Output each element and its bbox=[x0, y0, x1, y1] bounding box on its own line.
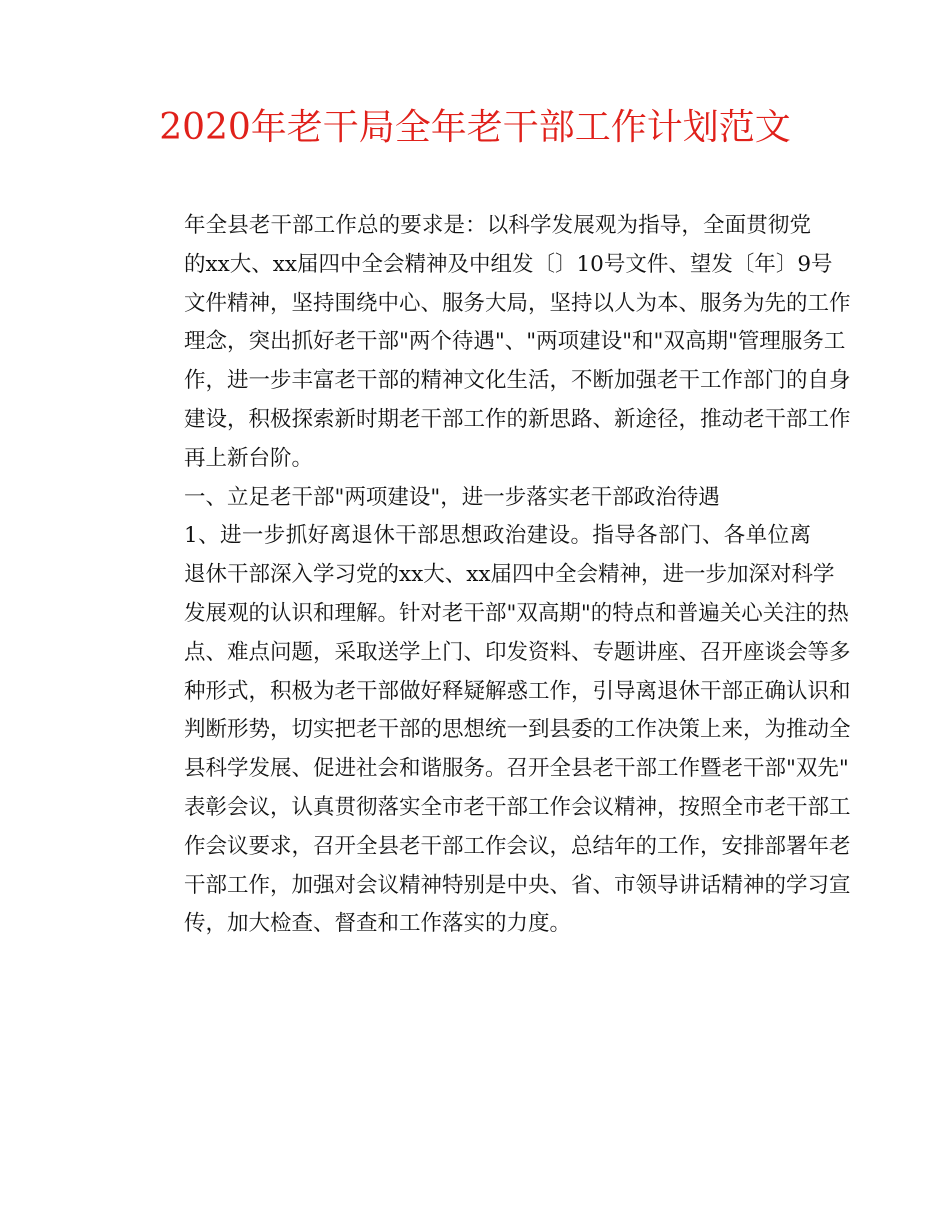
paragraph-line: 种形式，积极为老干部做好释疑解惑工作，引导离退休干部正确认识和 bbox=[184, 678, 851, 704]
paragraph-line: 发展观的认识和理解。针对老干部"双高期"的特点和普遍关心关注的热 bbox=[184, 600, 849, 626]
document-title: 2020年老干局全年老干部工作计划范文 bbox=[159, 107, 791, 148]
paragraph-line: 表彰会议，认真贯彻落实全市老干部工作会议精神，按照全市老干部工 bbox=[184, 794, 851, 820]
paragraph-line: 的xx大、xx届四中全会精神及中组发〔〕10号文件、望发〔年〕9号 bbox=[184, 251, 833, 277]
paragraph-line: 干部工作，加强对会议精神特别是中央、省、市领导讲话精神的学习宣 bbox=[184, 872, 851, 898]
paragraph-line: 传，加大检查、督查和工作落实的力度。 bbox=[184, 911, 572, 937]
paragraph-line: 作会议要求，召开全县老干部工作会议，总结年的工作，安排部署年老 bbox=[184, 833, 851, 859]
paragraph-line: 建设，积极探索新时期老干部工作的新思路、新途径，推动老干部工作 bbox=[184, 406, 851, 432]
document-body bbox=[141, 207, 851, 944]
paragraph-item-1 bbox=[141, 517, 851, 944]
paragraph-line: 1、进一步抓好离退休干部思想政治建设。指导各部门、各单位离 bbox=[184, 523, 811, 549]
paragraph-line: 再上新台阶。 bbox=[184, 445, 314, 471]
paragraph-line: 理念，突出抓好老干部"两个待遇"、"两项建设"和"双高期"管理服务工 bbox=[184, 329, 846, 355]
paragraph-intro bbox=[141, 207, 851, 479]
section-heading-line: 一、立足老干部"两项建设"，进一步落实老干部政治待遇 bbox=[184, 484, 720, 510]
paragraph-line: 退休干部深入学习党的xx大、xx届四中全会精神，进一步加深对科学 bbox=[184, 562, 835, 588]
paragraph-line: 县科学发展、促进社会和谐服务。召开全县老干部工作暨老干部"双先" bbox=[184, 756, 849, 782]
paragraph-line: 判断形势，切实把老干部的思想统一到县委的工作决策上来，为推动全 bbox=[184, 717, 851, 743]
paragraph-line: 点、难点问题，采取送学上门、印发资料、专题讲座、召开座谈会等多 bbox=[184, 639, 851, 665]
paragraph-line: 作，进一步丰富老干部的精神文化生活，不断加强老干工作部门的自身 bbox=[184, 368, 851, 394]
paragraph-line: 文件精神，坚持围绕中心、服务大局，坚持以人为本、服务为先的工作 bbox=[184, 290, 851, 316]
paragraph-line: 年全县老干部工作总的要求是：以科学发展观为指导，全面贯彻党 bbox=[184, 213, 811, 238]
section-heading bbox=[141, 479, 811, 518]
